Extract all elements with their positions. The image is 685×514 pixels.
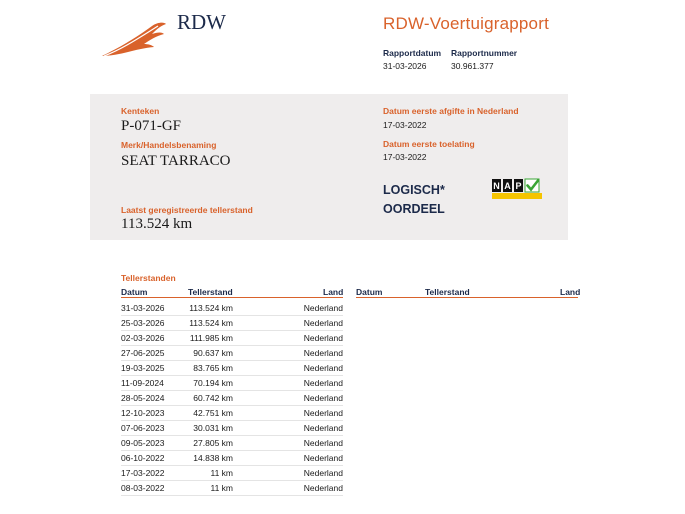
row-tellerstand: 30.031 km bbox=[193, 423, 233, 433]
row-tellerstand: 42.751 km bbox=[193, 408, 233, 418]
kenteken-value: P-071-GF bbox=[121, 118, 182, 134]
table-row bbox=[121, 330, 343, 346]
table-row bbox=[121, 360, 343, 376]
table-row bbox=[121, 315, 343, 331]
oordeel-line-1: LOGISCH* bbox=[383, 183, 445, 197]
row-tellerstand: 27.805 km bbox=[193, 438, 233, 448]
toelating-label: Datum eerste toelating bbox=[383, 139, 475, 149]
row-land: Nederland bbox=[303, 408, 343, 418]
row-land: Nederland bbox=[303, 363, 343, 373]
oordeel-line-2: OORDEEL bbox=[383, 202, 445, 216]
row-land: Nederland bbox=[303, 423, 343, 433]
table-row bbox=[121, 405, 343, 421]
row-tellerstand: 90.637 km bbox=[193, 348, 233, 358]
rdw-logo-icon bbox=[100, 20, 170, 60]
row-tellerstand: 83.765 km bbox=[193, 363, 233, 373]
tellerstand-label: Laatst geregistreerde tellerstand bbox=[121, 205, 253, 215]
table-row bbox=[121, 375, 343, 391]
table-row bbox=[121, 345, 343, 361]
col-tellerstand-header: Tellerstand bbox=[188, 287, 233, 297]
merk-label: Merk/Handelsbenaming bbox=[121, 140, 217, 150]
row-tellerstand: 11 km bbox=[210, 483, 233, 493]
svg-text:N: N bbox=[493, 181, 500, 191]
row-tellerstand: 70.194 km bbox=[193, 378, 233, 388]
row-tellerstand: 113.524 km bbox=[189, 318, 233, 328]
rapportdatum-label: Rapportdatum bbox=[383, 48, 442, 58]
row-datum: 06-10-2022 bbox=[121, 453, 165, 463]
table-row bbox=[121, 435, 343, 451]
svg-text:A: A bbox=[504, 181, 511, 191]
row-land: Nederland bbox=[303, 348, 343, 358]
row-tellerstand: 111.985 km bbox=[189, 333, 233, 343]
table-row bbox=[121, 390, 343, 406]
row-datum: 12-10-2023 bbox=[121, 408, 165, 418]
row-land: Nederland bbox=[303, 378, 343, 388]
report-title: RDW-Voertuigrapport bbox=[383, 14, 549, 33]
afgifte-label: Datum eerste afgifte in Nederland bbox=[383, 106, 519, 116]
table-row bbox=[121, 300, 343, 316]
kenteken-label: Kenteken bbox=[121, 106, 160, 116]
row-datum: 27-06-2025 bbox=[121, 348, 165, 358]
oordeel-text bbox=[383, 181, 445, 219]
col-land-header-right: Land bbox=[560, 287, 581, 297]
row-datum: 11-09-2024 bbox=[121, 378, 164, 388]
col-land-header: Land bbox=[323, 287, 344, 297]
row-datum: 17-03-2022 bbox=[121, 468, 165, 478]
table-row bbox=[121, 480, 343, 496]
row-land: Nederland bbox=[303, 393, 343, 403]
brand-name: RDW bbox=[177, 10, 226, 34]
table-header-rule-right bbox=[356, 297, 578, 298]
row-land: Nederland bbox=[303, 453, 343, 463]
col-datum-header-right: Datum bbox=[356, 287, 383, 297]
row-datum: 19-03-2025 bbox=[121, 363, 165, 373]
col-datum-header: Datum bbox=[121, 287, 148, 297]
svg-text:P: P bbox=[515, 181, 522, 191]
row-land: Nederland bbox=[303, 468, 343, 478]
rapportnummer-value: 30.961.377 bbox=[451, 61, 494, 71]
table-row bbox=[121, 465, 343, 481]
row-land: Nederland bbox=[303, 303, 343, 313]
afgifte-value: 17-03-2022 bbox=[383, 120, 427, 130]
row-tellerstand: 11 km bbox=[210, 468, 233, 478]
row-land: Nederland bbox=[303, 438, 343, 448]
table-row bbox=[121, 420, 343, 436]
row-datum: 07-06-2023 bbox=[121, 423, 165, 433]
row-datum: 08-03-2022 bbox=[121, 483, 165, 493]
row-datum: 25-03-2026 bbox=[121, 318, 165, 328]
col-tellerstand-header-right: Tellerstand bbox=[425, 287, 470, 297]
tellerstand-value: 113.524 km bbox=[121, 216, 193, 232]
row-land: Nederland bbox=[303, 483, 343, 493]
rapportnummer-label: Rapportnummer bbox=[451, 48, 518, 58]
toelating-value: 17-03-2022 bbox=[383, 152, 427, 162]
tellerstanden-title: Tellerstanden bbox=[121, 273, 176, 283]
table-header-rule-left bbox=[121, 297, 343, 298]
row-tellerstand: 60.742 km bbox=[193, 393, 233, 403]
row-datum: 28-05-2024 bbox=[121, 393, 165, 403]
row-land: Nederland bbox=[303, 333, 343, 343]
rapportdatum-value: 31-03-2026 bbox=[383, 61, 427, 71]
row-tellerstand: 113.524 km bbox=[189, 303, 233, 313]
row-datum: 02-03-2026 bbox=[121, 333, 165, 343]
row-datum: 09-05-2023 bbox=[121, 438, 165, 448]
row-datum: 31-03-2026 bbox=[121, 303, 165, 313]
row-land: Nederland bbox=[303, 318, 343, 328]
table-row bbox=[121, 450, 343, 466]
merk-value: SEAT TARRACO bbox=[121, 153, 231, 169]
nap-logo-icon bbox=[492, 178, 542, 200]
row-tellerstand: 14.838 km bbox=[193, 453, 233, 463]
